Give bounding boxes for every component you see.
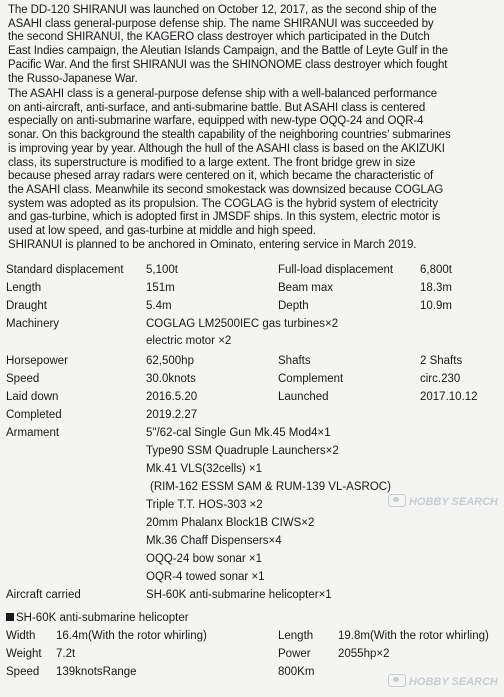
depth-value: 10.9m: [420, 300, 452, 312]
asahi-class-paragraph: The ASAHI class is a general-purpose defense ship with a well-balanced performance on anti-aircraft, anti-surface, and anti-submarine battle. But ASAHI class is centered especially on anti-submarine warfare, equipped with new-type OQQ-24 and OQR-4 sonar. On this background the stealth capability of the neighboring countries' submarines is improving year by year. Although the hull of the ASAHI class is based on the AKIZUKI class, its superstructure is modified to a large extent. The front bridge grew in size because phesed array radars were centered on it, which became the characteristic of the ASAHI class. Meanwhile its second smokestack was downsized because COGLAG system was adopted as its propulsion. The COGLAG is the hybrid system of electricity and gas-turbine, which is adopted first in JMSDF ships. In this system, electric motor is used at low speed, and gas-turbine at middle and high speed.: [8, 88, 451, 238]
machinery-value-1: COGLAG LM2500IEC gas turbines×2: [146, 318, 339, 330]
armament-item: 20mm Phalanx Block1B CIWS×2: [146, 517, 315, 529]
shafts-label: Shafts: [278, 355, 311, 367]
armament-item: OQQ-24 bow sonar ×1: [146, 553, 263, 565]
launched-label: Launched: [278, 391, 329, 403]
heli-range-value: 800Km: [278, 666, 315, 678]
heli-speed-value: 139knotsRange: [56, 666, 137, 678]
machinery-value-2: electric motor ×2: [146, 335, 232, 347]
heli-power-value: 2055hp×2: [338, 648, 390, 660]
speed-label: Speed: [6, 373, 40, 385]
heli-speed-label: Speed: [6, 666, 40, 678]
speed-value: 30.0knots: [146, 373, 196, 385]
aircraft-label: Aircraft carried: [6, 589, 81, 601]
watermark-bottom: [388, 674, 498, 688]
length-value: 151m: [146, 282, 175, 294]
armament-item: 5"/62-cal Single Gun Mk.45 Mod4×1: [146, 427, 331, 439]
horsepower-label: Horsepower: [6, 355, 68, 367]
full-disp-label: Full-load displacement: [278, 264, 394, 276]
beam-value: 18.3m: [420, 282, 452, 294]
std-disp-label: Standard displacement: [6, 264, 124, 276]
watermark-text: HOBBY SEARCH: [408, 676, 498, 688]
intro-paragraph: The DD-120 SHIRANUI was launched on October 12, 2017, as the second ship of the ASAHI class general-purpose defense ship. The name SHIRANUI was succeeded by the second SHIRANUI, the KAGERO class destroyer which participated in the Dutch East Indies campaign, the Aleutian Islands Campaign, and the Battle of Leyte Gulf in the Pacific War. And the first SHIRANUI was the SHINONOME class destroyer which fought the Russo-Japanese War.: [8, 4, 448, 85]
machinery-label: Machinery: [6, 318, 60, 330]
beam-label: Beam max: [278, 282, 333, 294]
watermark-text: HOBBY SEARCH: [408, 496, 498, 508]
full-disp-value: 6,800t: [420, 264, 452, 276]
draught-value: 5.4m: [146, 300, 172, 312]
draught-label: Draught: [6, 300, 47, 312]
service-paragraph: SHIRANUI is planned to be anchored in Ominato, entering service in March 2019.: [8, 239, 417, 251]
complement-value: circ.230: [420, 373, 461, 385]
heli-width-label: Width: [6, 630, 36, 642]
heli-width-value: 16.4m(With the rotor whirling): [56, 630, 207, 642]
armament-item: Triple T.T. HOS-303 ×2: [146, 499, 263, 511]
completed-label: Completed: [6, 409, 62, 421]
armament-item: Mk.41 VLS(32cells) ×1: [146, 463, 263, 475]
depth-label: Depth: [278, 300, 309, 312]
armament-label: Armament: [6, 427, 60, 439]
heli-length-value: 19.8m(With the rotor whirling): [338, 630, 489, 642]
armament-item: Type90 SSM Quadruple Launchers×2: [146, 445, 339, 457]
aircraft-value: SH-60K anti-submarine helicopter×1: [146, 589, 332, 601]
laid-down-value: 2016.5.20: [146, 391, 198, 403]
heli-weight-label: Weight: [6, 648, 42, 660]
armament-item: OQR-4 towed sonar ×1: [146, 571, 265, 583]
completed-value: 2019.2.27: [146, 409, 198, 421]
std-disp-value: 5,100t: [146, 264, 178, 276]
heli-length-label: Length: [278, 630, 314, 642]
horsepower-value: 62,500hp: [146, 355, 194, 367]
armament-item: (RIM-162 ESSM SAM & RUM-139 VL-ASROC): [150, 481, 391, 493]
hobby-search-logo-icon: [388, 674, 406, 687]
helicopter-header: SH-60K anti-submarine helicopter: [6, 611, 189, 625]
heli-weight-value: 7.2t: [56, 648, 76, 660]
complement-label: Complement: [278, 373, 344, 385]
armament-item: Mk.36 Chaff Dispensers×4: [146, 535, 282, 547]
shafts-value: 2 Shafts: [420, 355, 463, 367]
hobby-search-logo-icon: [388, 494, 406, 507]
length-label: Length: [6, 282, 42, 294]
launched-value: 2017.10.12: [420, 391, 478, 403]
laid-down-label: Laid down: [6, 391, 59, 403]
heli-power-label: Power: [278, 648, 311, 660]
watermark-top: [388, 494, 498, 508]
